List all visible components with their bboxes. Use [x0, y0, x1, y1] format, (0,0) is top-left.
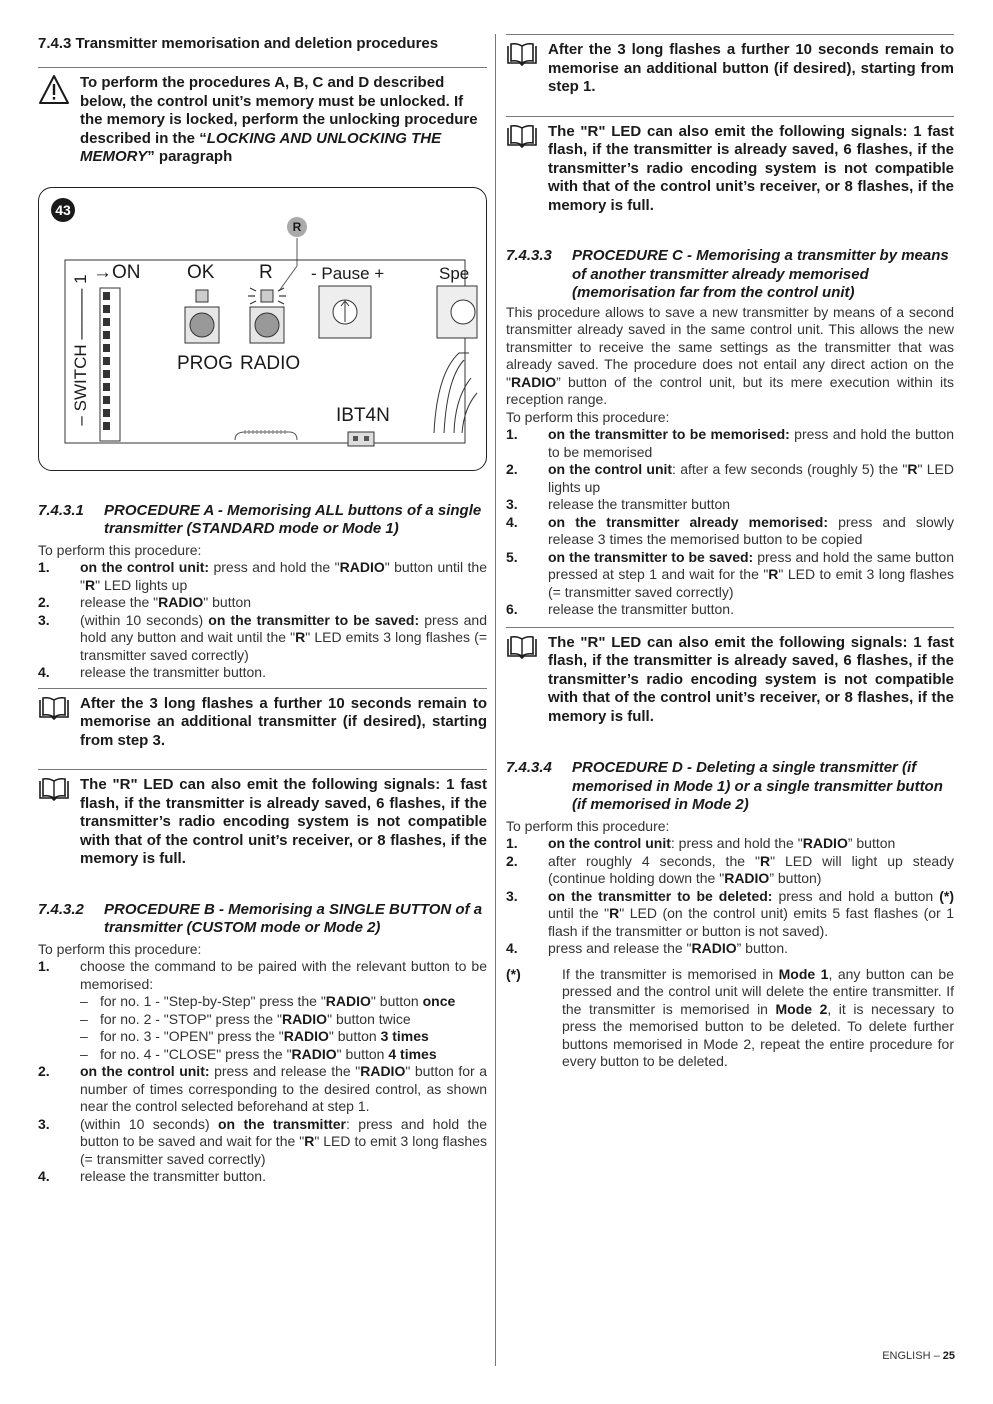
procedure-b-heading — [38, 901, 487, 938]
procedure-d-steps — [506, 835, 954, 958]
procedure-d-heading — [506, 759, 954, 815]
list-item: – for no. 2 - "STOP" press the "RADIO" button twice — [80, 1010, 411, 1027]
control-unit-diagram — [39, 188, 488, 472]
list-item: 4. on the transmitter already memorised: press and slowly release 3 times the memorised button to be copied — [506, 513, 954, 547]
prog-label: PROG — [177, 352, 233, 374]
ok-label: OK — [187, 261, 215, 283]
page-number: 25 — [942, 1350, 955, 1362]
procedure-c-intro: To perform this procedure: — [506, 408, 670, 425]
note-box — [506, 116, 954, 216]
note-box — [506, 627, 954, 727]
figure-number: 43 — [55, 201, 71, 218]
column-divider — [495, 34, 496, 1366]
pause-label: - Pause + — [311, 263, 385, 283]
list-item: 1. choose the command to be paired with the relevant button to be memorised: — [38, 958, 487, 992]
procedure-a-heading — [38, 502, 487, 539]
procedure-c-number: 7.4.3.3 — [506, 247, 552, 264]
procedure-c-heading — [506, 247, 954, 303]
ibt4n-label: IBT4N — [336, 404, 390, 426]
procedure-d-title: PROCEDURE D - Deleting a single transmitter (if memorised in Mode 1) or a single transmitter button (if memorised in Mode 2) — [572, 759, 943, 813]
list-item: 1. on the control unit: press and hold the "RADIO” button — [506, 835, 896, 851]
list-item: 2. after roughly 4 seconds, the "R" LED will light up steady (continue holding down the "RADIO” button) — [506, 852, 954, 886]
procedure-b-sublist — [80, 993, 487, 1063]
on-label: →ON — [93, 261, 141, 283]
procedure-b-intro: To perform this procedure: — [38, 940, 202, 957]
footer-language: ENGLISH – — [882, 1350, 943, 1362]
note-text: The "R" LED can also emit the following signals: 1 fast flash, if the transmitter is already saved, 6 flashes, if the transmitter’s radio encoding system is not compatible with that of the control unit’s receiver, or 8 flashes, if the memory is full. — [80, 776, 487, 867]
note-text: After the 3 long flashes a further 10 seconds remain to memorise an additional button (if desired), starting from step 1. — [548, 41, 954, 95]
procedure-a — [38, 502, 487, 869]
book-icon — [506, 634, 548, 727]
warning-text: To perform the procedures A, B, C and D described below, the control unit’s memory must be unlocked. If the memory is locked, perform the unlocking procedure described in the “LOCKING AND UNLOCKING THE MEMORY” paragraph — [80, 74, 478, 165]
procedure-a-title: PROCEDURE A - Memorising ALL buttons of a single transmitter (STANDARD mode or Mode 1) — [104, 501, 482, 537]
list-item: 6. release the transmitter button. — [506, 601, 734, 617]
list-item: – for no. 3 - "OPEN" press the "RADIO" button 3 times — [80, 1028, 429, 1044]
note-box — [506, 34, 954, 97]
list-item: – for no. 1 - "Step-by-Step" press the "RADIO" button once — [80, 993, 456, 1009]
procedure-b-steps-cont — [38, 1063, 487, 1186]
book-icon — [38, 776, 80, 869]
footnote-mark: (*) — [506, 965, 521, 982]
led-marker-label: R — [292, 219, 302, 234]
speed-label: Spe — [439, 263, 470, 283]
radio-label: RADIO — [240, 352, 301, 374]
procedure-a-number: 7.4.3.1 — [38, 501, 84, 519]
section-title: 7.4.3 Transmitter memorisation and deletion procedures — [38, 35, 439, 52]
switch-label: – SWITCH ——— 1 — [71, 273, 90, 426]
list-item: 1. on the transmitter to be memorised: press and hold the button to be memorised — [506, 426, 954, 460]
list-item: 3. release the transmitter button — [506, 496, 731, 512]
list-item: 2. on the control unit: press and release the "RADIO" button for a number of times corresponding to the desired control, as shown near the control selected beforehand at step 1. — [38, 1063, 488, 1114]
list-item: 1. on the control unit: press and hold the "RADIO" button until the "R" LED lights up — [38, 559, 487, 593]
list-item: 4. press and release the "RADIO” button. — [506, 940, 788, 956]
procedure-c — [506, 247, 954, 726]
procedure-b-number: 7.4.3.2 — [38, 900, 84, 918]
procedure-d-number: 7.4.3.4 — [506, 759, 552, 776]
procedure-b — [38, 901, 487, 1186]
list-item: – for no. 4 - "CLOSE" press the "RADIO" button 4 times — [80, 1045, 437, 1062]
list-item: 2. release the "RADIO" button — [38, 594, 252, 610]
warning-icon — [38, 74, 80, 167]
list-item: 4. release the transmitter button. — [38, 1168, 266, 1184]
procedure-a-intro: To perform this procedure: — [38, 541, 202, 558]
note-text: The "R" LED can also emit the following signals: 1 fast flash, if the transmitter is already saved, 6 flashes, if the transmitter’s radio encoding system is not compatible with that of the control unit’s receiver, or 8 flashes, if the memory is full. — [548, 122, 954, 214]
warning-box — [38, 67, 487, 167]
book-icon — [506, 123, 548, 216]
procedure-c-title: PROCEDURE C - Memorising a transmitter by means of another transmitter already memorised (memorisation far from the control unit) — [572, 247, 949, 301]
list-item: 4. release the transmitter button. — [38, 664, 266, 680]
page-footer — [882, 1350, 955, 1362]
note-box — [38, 688, 487, 751]
r-label: R — [259, 261, 273, 283]
procedure-d-intro: To perform this procedure: — [506, 817, 670, 834]
procedure-b-title: PROCEDURE B - Memorising a SINGLE BUTTON of a transmitter (CUSTOM mode or Mode 2) — [104, 900, 483, 936]
note-text: After the 3 long flashes a further 10 seconds remain to memorise an additional transmitter (if desired), starting from step 3. — [80, 694, 487, 749]
list-item: 3. (within 10 seconds) on the transmitter to be saved: press and hold any button and wait until the "R" LED emits 3 long flashes (= transmitter saved correctly) — [38, 611, 488, 663]
list-item: 3. on the transmitter to be deleted: press and hold a button (*) until the "R" LED (on the control unit) emits 5 fast flashes (or 1 flash if the transmitter or button is not saved). — [506, 887, 954, 939]
list-item: 3. (within 10 seconds) on the transmitter: press and hold the button to be saved and wait for the "R" LED to emit 3 long flashes (= transmitter saved correctly) — [38, 1115, 488, 1167]
procedure-b-steps — [38, 958, 487, 993]
procedure-c-steps — [506, 426, 954, 619]
procedure-a-steps — [38, 559, 487, 682]
note-text: The "R" LED can also emit the following signals: 1 fast flash, if the transmitter is already saved, 6 flashes, if the transmitter’s radio encoding system is not compatible with that of the control unit’s receiver, or 8 flashes, if the memory is full. — [548, 633, 954, 725]
right-column — [506, 34, 954, 1071]
figure-43 — [38, 187, 487, 471]
procedure-d — [506, 759, 954, 1071]
procedure-c-description: This procedure allows to save a new transmitter by means of a second transmitter already saved in the same control unit. This allows the new transmitter to receive the same settings as the transmitter that was already saved. The procedure does not entail any direct action on the "RADIO” button of the control unit, but its mere execution within its reception range. — [506, 303, 954, 407]
footnote: (*) If the transmitter is memorised in Mode 1, any button can be pressed and the control unit will delete the entire transmitter. If the transmitter is memorised in Mode 2, it is necessary to press the memorised button to be deleted. To delete further buttons memorised in Mode 2, repeat the entire procedure for every button to be deleted. — [506, 965, 955, 1069]
book-icon — [506, 41, 548, 97]
book-icon — [38, 695, 80, 751]
note-box — [38, 769, 487, 869]
list-item: 2. on the control unit: after a few seconds (roughly 5) the "R" LED lights up — [506, 461, 955, 495]
list-item: 5. on the transmitter to be saved: press and hold the same button pressed at step 1 and wait for the "R" LED to emit 3 long flashes (= transmitter saved correctly) — [506, 548, 955, 600]
left-column — [38, 34, 487, 1186]
